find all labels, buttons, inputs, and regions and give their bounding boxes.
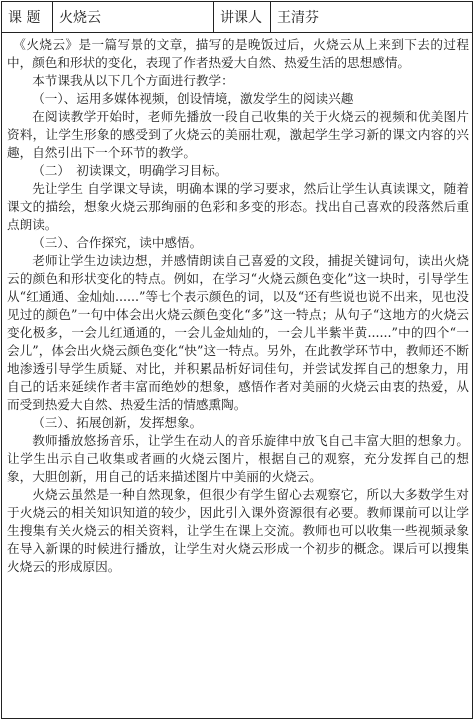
paragraph-section-4: 教师播放悠扬音乐，让学生在动人的音乐旋律中放飞自己丰富大胆的想象力。让学生出示自己收集或者画的火烧云图片，根据自己的观察，充分发挥自己的想象，大胆创新，用自己的话来描述图片中美丽的火烧云。	[7, 433, 469, 484]
lecturer-label: 讲课人	[214, 2, 271, 33]
section-heading-2: （二） 初读课文，明确学习目标。	[32, 163, 228, 178]
section-heading-1: （一）、运用多媒体视频，创设情境，激发学生的阅读兴趣	[32, 91, 354, 106]
lecturer-value: 王清芬	[271, 2, 473, 33]
paragraph-intro: 《火烧云》是一篇写景的文章，描写的是晚饭过后，火烧云从上来到下去的过程中，颜色和形状的变化，表现了作者热爱大自然、热爱生活的思想感情。	[7, 37, 469, 70]
section-heading-3: （三）、合作探究，读中感悟。	[32, 235, 203, 250]
header-table	[1, 1, 473, 33]
paragraph-section-1: 在阅读教学开始时，老师先播放一段自己收集的关于火烧云的视频和优美图片资料，让学生形象的感受到了火烧云的美丽壮观，激起学生学习新的课文内容的兴趣，自然引出下一个环节的教学。	[7, 109, 469, 160]
reflection-box	[1, 33, 473, 719]
section-heading-4: （三）、拓展创新，发挥想象。	[32, 415, 203, 430]
reflection-text	[7, 36, 469, 576]
paragraph-section-2: 先让学生 自学课文导读，明确本课的学习要求，然后让学生认真读课文，随着课文的描绘，想象火烧云那绚丽的色彩和多变的形态。找出自己喜欢的段落然后重点朗读。	[7, 181, 469, 232]
topic-value: 火烧云	[53, 2, 214, 33]
topic-label: 课 题	[2, 2, 53, 33]
paragraph-closing: 火烧云虽然是一种自然现象，但很少有学生留心去观察它，所以大多数学生对于火烧云的相关知识知道的较少，因此引入课外资源很有必要。教师课前可以让学生搜集有关火烧云的相关资料，让学生在课上交流。教师也可以收集一些视频录象在导入新课的时候进行播放，让学生对火烧云形成一个初步的概念。课后可以搜集火烧云的形成原因。	[7, 487, 469, 574]
paragraph-section-3: 老师让学生边读边想，并感情朗读自己喜爱的文段，捕捉关键词句，读出火烧云的颜色和形状变化的特点。例如，在学习“火烧云颜色变化”这一块时，引导学生从“红通通、金灿灿......”等七个表示颜色的词，以及“还有些说也说不出来，见也没见过的颜色”一句中体会出火烧云颜色变化“多”这一特点；从句子“这地方的火烧云变化极多，一会儿红通通的，一会儿金灿灿的，一会儿半紫半黄......”中的四个“一会儿”，体会出火烧云颜色变化“快”这一特点。另外，在此教学环节中，教师还不断地渗透引导学生质疑、对比，并积累品析好词佳句，并尝试发挥自己的想象力，用自己的话来延续作者丰富而绝妙的想象，感悟作者对美丽的火烧云由衷的热爱，从而受到热爱大自然、热爱生活的情感熏陶。	[7, 253, 469, 412]
header-row	[2, 2, 473, 33]
paragraph-outline: 本节课我从以下几个方面进行教学：	[32, 73, 234, 88]
